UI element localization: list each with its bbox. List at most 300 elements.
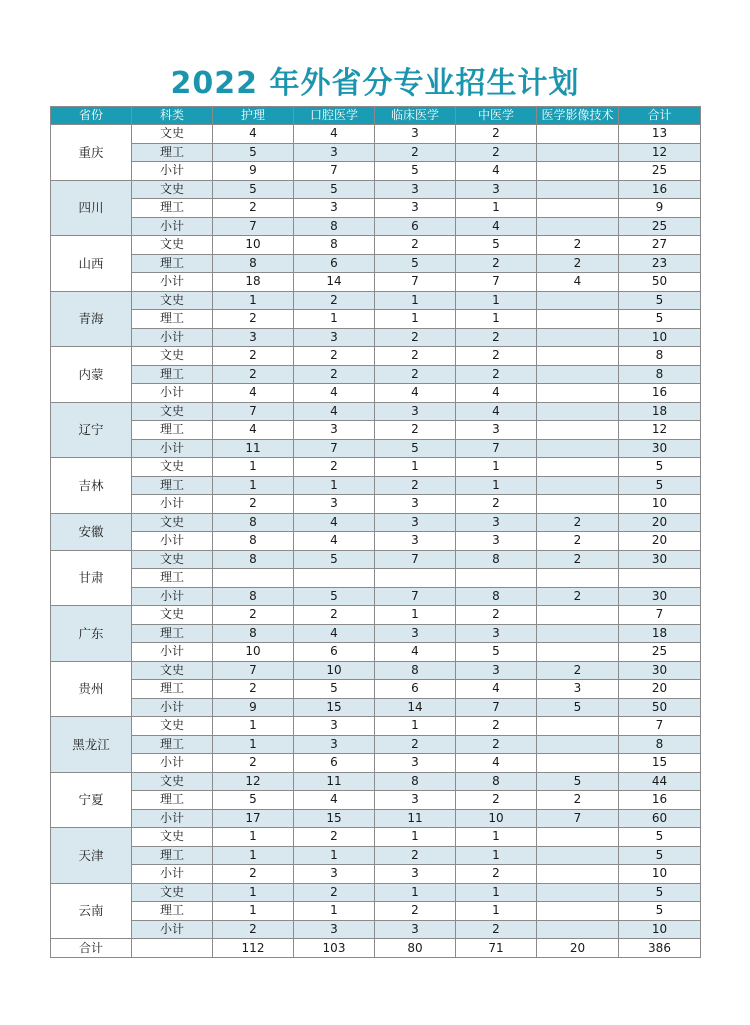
value-cell: 9: [213, 162, 294, 181]
value-cell: 3: [456, 513, 537, 532]
value-cell: [537, 754, 619, 773]
value-cell: 12: [619, 421, 701, 440]
value-cell: [537, 439, 619, 458]
value-cell: [537, 902, 619, 921]
table-row: [51, 347, 701, 366]
value-cell: 8: [456, 587, 537, 606]
value-cell: 3: [375, 791, 456, 810]
value-cell: 9: [213, 698, 294, 717]
value-cell: 2: [537, 661, 619, 680]
value-cell: 2: [294, 606, 375, 625]
province-cell: 宁夏: [51, 772, 132, 828]
table-header: [51, 107, 701, 125]
value-cell: 5: [213, 180, 294, 199]
value-cell: 18: [619, 624, 701, 643]
category-cell: 理工: [132, 476, 213, 495]
value-cell: 7: [619, 606, 701, 625]
table-row: [51, 846, 701, 865]
category-cell: 文史: [132, 828, 213, 847]
value-cell: 2: [375, 846, 456, 865]
table-row: [51, 162, 701, 181]
value-cell: 1: [213, 717, 294, 736]
value-cell: 18: [619, 402, 701, 421]
value-cell: 11: [375, 809, 456, 828]
province-cell: 辽宁: [51, 402, 132, 458]
value-cell: 2: [213, 606, 294, 625]
value-cell: 4: [456, 402, 537, 421]
category-cell: 文史: [132, 717, 213, 736]
value-cell: 7: [619, 717, 701, 736]
category-cell: 文史: [132, 458, 213, 477]
value-cell: 17: [213, 809, 294, 828]
category-cell: 小计: [132, 495, 213, 514]
category-cell: 文史: [132, 125, 213, 144]
value-cell: 3: [294, 199, 375, 218]
value-cell: 2: [456, 328, 537, 347]
value-cell: [213, 569, 294, 588]
value-cell: 25: [619, 217, 701, 236]
table-row: [51, 772, 701, 791]
value-cell: 1: [294, 902, 375, 921]
value-cell: 3: [456, 532, 537, 551]
value-cell: 2: [537, 513, 619, 532]
table-body: [51, 125, 701, 958]
province-cell: 重庆: [51, 125, 132, 181]
category-cell: 小计: [132, 698, 213, 717]
value-cell: 5: [619, 458, 701, 477]
value-cell: 15: [294, 698, 375, 717]
value-cell: 2: [456, 365, 537, 384]
value-cell: 10: [619, 328, 701, 347]
table-row: [51, 735, 701, 754]
value-cell: 1: [456, 902, 537, 921]
value-cell: 3: [294, 328, 375, 347]
value-cell: 2: [456, 125, 537, 144]
value-cell: 2: [294, 347, 375, 366]
category-cell: 理工: [132, 254, 213, 273]
value-cell: [537, 125, 619, 144]
table-row: [51, 550, 701, 569]
table-row: [51, 624, 701, 643]
value-cell: 1: [375, 458, 456, 477]
value-cell: 4: [294, 384, 375, 403]
category-cell: 文史: [132, 513, 213, 532]
value-cell: 4: [294, 532, 375, 551]
value-cell: 8: [375, 772, 456, 791]
table-row: [51, 217, 701, 236]
header-clinical-medicine: 临床医学: [375, 107, 456, 125]
value-cell: [537, 606, 619, 625]
value-cell: 3: [375, 754, 456, 773]
value-cell: 7: [375, 550, 456, 569]
category-cell: 小计: [132, 273, 213, 292]
value-cell: 2: [375, 236, 456, 255]
table-row: [51, 402, 701, 421]
value-cell: 2: [213, 680, 294, 699]
province-cell: 内蒙: [51, 347, 132, 403]
value-cell: [537, 328, 619, 347]
value-cell: 2: [294, 883, 375, 902]
category-cell: 理工: [132, 791, 213, 810]
table-row: [51, 180, 701, 199]
header-medical-imaging: 医学影像技术: [537, 107, 619, 125]
category-cell: 理工: [132, 569, 213, 588]
value-cell: 4: [213, 384, 294, 403]
value-cell: 3: [375, 532, 456, 551]
value-cell: 5: [294, 680, 375, 699]
table-row: [51, 291, 701, 310]
value-cell: 4: [456, 680, 537, 699]
value-cell: 1: [213, 476, 294, 495]
value-cell: 1: [375, 606, 456, 625]
value-cell: 2: [294, 365, 375, 384]
value-cell: [537, 347, 619, 366]
total-row: [51, 939, 701, 958]
table-row: [51, 476, 701, 495]
value-cell: 5: [619, 476, 701, 495]
value-cell: [537, 162, 619, 181]
value-cell: [537, 883, 619, 902]
value-cell: 5: [619, 310, 701, 329]
value-cell: 3: [375, 199, 456, 218]
value-cell: 20: [619, 680, 701, 699]
value-cell: 5: [619, 902, 701, 921]
value-cell: 2: [375, 476, 456, 495]
value-cell: 3: [375, 513, 456, 532]
table-row: [51, 143, 701, 162]
header-stomatology: 口腔医学: [294, 107, 375, 125]
value-cell: 6: [375, 217, 456, 236]
value-cell: 1: [456, 310, 537, 329]
header-row: [51, 107, 701, 125]
table-row: [51, 902, 701, 921]
value-cell: 8: [213, 513, 294, 532]
value-cell: 3: [456, 624, 537, 643]
value-cell: 7: [294, 439, 375, 458]
value-cell: [537, 828, 619, 847]
value-cell: 4: [294, 624, 375, 643]
value-cell: 12: [619, 143, 701, 162]
table-row: [51, 587, 701, 606]
category-cell: 理工: [132, 143, 213, 162]
category-cell: 文史: [132, 236, 213, 255]
category-cell: 文史: [132, 402, 213, 421]
category-cell: 理工: [132, 421, 213, 440]
category-cell: 小计: [132, 532, 213, 551]
value-cell: 8: [213, 624, 294, 643]
value-cell: 3: [375, 180, 456, 199]
enrollment-plan-table: [50, 106, 701, 958]
value-cell: 3: [213, 328, 294, 347]
value-cell: [537, 143, 619, 162]
value-cell: 5: [619, 291, 701, 310]
table-row: [51, 236, 701, 255]
value-cell: 7: [456, 439, 537, 458]
value-cell: 1: [375, 828, 456, 847]
value-cell: 3: [456, 180, 537, 199]
value-cell: 2: [456, 143, 537, 162]
province-cell: 吉林: [51, 458, 132, 514]
value-cell: 15: [294, 809, 375, 828]
value-cell: 5: [213, 143, 294, 162]
table-row: [51, 754, 701, 773]
value-cell: 12: [213, 772, 294, 791]
header-chinese-medicine: 中医学: [456, 107, 537, 125]
value-cell: 3: [294, 865, 375, 884]
total-value-cell: 386: [619, 939, 701, 958]
province-cell: 广东: [51, 606, 132, 662]
value-cell: [294, 569, 375, 588]
header-category: 科类: [132, 107, 213, 125]
value-cell: 6: [294, 754, 375, 773]
table-row: [51, 717, 701, 736]
value-cell: 2: [537, 550, 619, 569]
value-cell: 1: [456, 828, 537, 847]
value-cell: [537, 569, 619, 588]
value-cell: 1: [375, 291, 456, 310]
value-cell: 2: [213, 865, 294, 884]
value-cell: 2: [375, 347, 456, 366]
value-cell: 1: [294, 310, 375, 329]
value-cell: 2: [456, 254, 537, 273]
value-cell: 8: [213, 550, 294, 569]
value-cell: 7: [213, 217, 294, 236]
table-row: [51, 606, 701, 625]
value-cell: 5: [375, 162, 456, 181]
value-cell: [537, 717, 619, 736]
value-cell: [537, 384, 619, 403]
table-row: [51, 328, 701, 347]
value-cell: [537, 643, 619, 662]
value-cell: 4: [456, 384, 537, 403]
total-value-cell: 112: [213, 939, 294, 958]
value-cell: 1: [375, 883, 456, 902]
value-cell: 1: [375, 310, 456, 329]
value-cell: 2: [456, 791, 537, 810]
value-cell: 6: [294, 254, 375, 273]
value-cell: 5: [294, 550, 375, 569]
value-cell: 7: [294, 162, 375, 181]
province-cell: 安徽: [51, 513, 132, 550]
value-cell: 2: [456, 717, 537, 736]
total-value-cell: 80: [375, 939, 456, 958]
table-row: [51, 439, 701, 458]
value-cell: 2: [537, 254, 619, 273]
value-cell: 3: [294, 495, 375, 514]
value-cell: 3: [375, 495, 456, 514]
value-cell: 1: [456, 291, 537, 310]
total-value-cell: 20: [537, 939, 619, 958]
value-cell: 30: [619, 587, 701, 606]
value-cell: 7: [537, 809, 619, 828]
value-cell: 5: [294, 180, 375, 199]
header-total: 合计: [619, 107, 701, 125]
value-cell: 2: [294, 291, 375, 310]
value-cell: 10: [294, 661, 375, 680]
category-cell: 文史: [132, 347, 213, 366]
value-cell: 9: [619, 199, 701, 218]
value-cell: [537, 476, 619, 495]
total-category-cell: [132, 939, 213, 958]
value-cell: 5: [537, 772, 619, 791]
table-row: [51, 883, 701, 902]
total-value-cell: 71: [456, 939, 537, 958]
value-cell: [537, 180, 619, 199]
category-cell: 文史: [132, 180, 213, 199]
value-cell: 2: [213, 754, 294, 773]
value-cell: 2: [375, 328, 456, 347]
category-cell: 小计: [132, 384, 213, 403]
table-row: [51, 791, 701, 810]
value-cell: 8: [213, 254, 294, 273]
value-cell: 2: [213, 347, 294, 366]
value-cell: 7: [456, 698, 537, 717]
category-cell: 理工: [132, 310, 213, 329]
value-cell: 44: [619, 772, 701, 791]
value-cell: 1: [213, 846, 294, 865]
value-cell: 16: [619, 791, 701, 810]
value-cell: 2: [456, 347, 537, 366]
table-row: [51, 920, 701, 939]
value-cell: [375, 569, 456, 588]
value-cell: [537, 421, 619, 440]
value-cell: 10: [619, 865, 701, 884]
value-cell: 8: [619, 365, 701, 384]
page-title: 2022 年外省分专业招生计划: [170, 66, 580, 101]
value-cell: 13: [619, 125, 701, 144]
category-cell: 小计: [132, 587, 213, 606]
table-row: [51, 643, 701, 662]
value-cell: 2: [213, 199, 294, 218]
value-cell: 2: [213, 495, 294, 514]
value-cell: 3: [375, 920, 456, 939]
value-cell: 2: [456, 865, 537, 884]
value-cell: 8: [375, 661, 456, 680]
value-cell: 4: [213, 125, 294, 144]
value-cell: [537, 291, 619, 310]
table-row: [51, 384, 701, 403]
value-cell: 8: [456, 550, 537, 569]
value-cell: 2: [375, 735, 456, 754]
value-cell: 2: [456, 495, 537, 514]
value-cell: 16: [619, 180, 701, 199]
table-row: [51, 569, 701, 588]
value-cell: 8: [294, 217, 375, 236]
header-nursing: 护理: [213, 107, 294, 125]
category-cell: 小计: [132, 754, 213, 773]
category-cell: 理工: [132, 624, 213, 643]
value-cell: 16: [619, 384, 701, 403]
value-cell: 30: [619, 550, 701, 569]
value-cell: 4: [456, 162, 537, 181]
value-cell: [619, 569, 701, 588]
province-cell: 山西: [51, 236, 132, 292]
value-cell: [537, 495, 619, 514]
value-cell: 2: [456, 920, 537, 939]
total-label: 合计: [51, 939, 132, 958]
value-cell: 2: [537, 587, 619, 606]
value-cell: 3: [294, 920, 375, 939]
value-cell: 5: [456, 643, 537, 662]
table-row: [51, 495, 701, 514]
table-row: [51, 809, 701, 828]
value-cell: 30: [619, 661, 701, 680]
table-row: [51, 680, 701, 699]
value-cell: 2: [456, 735, 537, 754]
value-cell: 8: [294, 236, 375, 255]
category-cell: 小计: [132, 217, 213, 236]
value-cell: 2: [294, 828, 375, 847]
value-cell: [537, 310, 619, 329]
category-cell: 文史: [132, 550, 213, 569]
value-cell: 7: [456, 273, 537, 292]
value-cell: 3: [375, 624, 456, 643]
value-cell: 11: [213, 439, 294, 458]
value-cell: 1: [456, 883, 537, 902]
value-cell: 4: [456, 754, 537, 773]
value-cell: 5: [213, 791, 294, 810]
value-cell: 6: [294, 643, 375, 662]
value-cell: 7: [213, 661, 294, 680]
value-cell: 4: [456, 217, 537, 236]
value-cell: [537, 865, 619, 884]
category-cell: 文史: [132, 606, 213, 625]
province-cell: 黑龙江: [51, 717, 132, 773]
value-cell: 3: [537, 680, 619, 699]
value-cell: 1: [456, 476, 537, 495]
province-cell: 天津: [51, 828, 132, 884]
value-cell: 3: [375, 402, 456, 421]
value-cell: 11: [294, 772, 375, 791]
value-cell: [537, 458, 619, 477]
value-cell: 2: [294, 458, 375, 477]
value-cell: 10: [213, 236, 294, 255]
value-cell: 2: [375, 421, 456, 440]
table-row: [51, 828, 701, 847]
value-cell: 1: [375, 717, 456, 736]
value-cell: 1: [213, 458, 294, 477]
category-cell: 理工: [132, 735, 213, 754]
value-cell: 5: [619, 828, 701, 847]
category-cell: 文史: [132, 661, 213, 680]
table-row: [51, 513, 701, 532]
value-cell: 5: [619, 883, 701, 902]
value-cell: 5: [537, 698, 619, 717]
value-cell: 3: [294, 735, 375, 754]
table-row: [51, 661, 701, 680]
value-cell: [537, 402, 619, 421]
value-cell: 4: [294, 791, 375, 810]
category-cell: 小计: [132, 809, 213, 828]
value-cell: 3: [375, 865, 456, 884]
value-cell: 20: [619, 513, 701, 532]
category-cell: 小计: [132, 865, 213, 884]
table-row: [51, 125, 701, 144]
category-cell: 小计: [132, 162, 213, 181]
category-cell: 理工: [132, 365, 213, 384]
value-cell: [537, 846, 619, 865]
value-cell: [537, 217, 619, 236]
value-cell: 5: [294, 587, 375, 606]
value-cell: 3: [456, 661, 537, 680]
value-cell: 25: [619, 643, 701, 662]
value-cell: 1: [213, 735, 294, 754]
value-cell: 4: [213, 421, 294, 440]
value-cell: 1: [294, 476, 375, 495]
value-cell: 2: [537, 236, 619, 255]
table-row: [51, 421, 701, 440]
value-cell: 3: [294, 717, 375, 736]
